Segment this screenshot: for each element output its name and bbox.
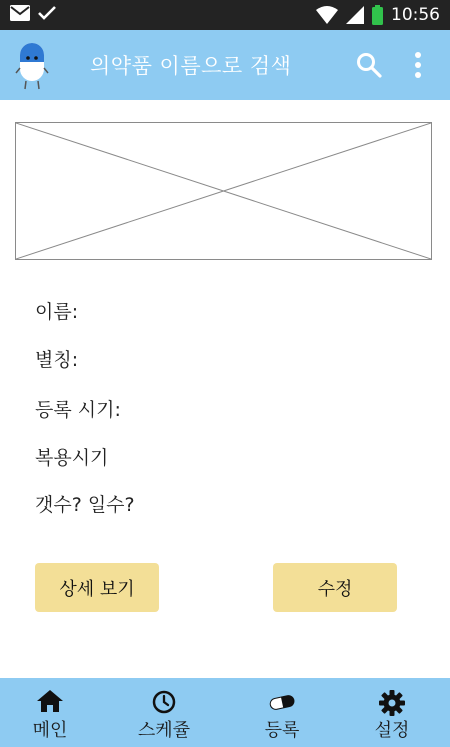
nav-item-register[interactable] xyxy=(232,678,332,747)
bottom-nav xyxy=(0,678,450,747)
signal-icon xyxy=(346,6,364,24)
drug-name-label: 이름: xyxy=(35,301,79,323)
status-time: 10:56 xyxy=(391,5,440,25)
search-icon[interactable] xyxy=(356,52,382,78)
nav-item-schedule[interactable] xyxy=(114,678,214,747)
dose-time-label: 복용시기 xyxy=(35,447,109,469)
drug-alias-label: 별칭: xyxy=(35,349,79,371)
nav-item-main[interactable] xyxy=(0,678,100,747)
status-right-icons xyxy=(316,4,440,26)
app-bar xyxy=(0,30,450,100)
nav-label-settings: 설정 xyxy=(374,720,410,741)
nav-item-settings[interactable] xyxy=(342,678,442,747)
nav-label-register: 등록 xyxy=(264,720,300,741)
drug-image-placeholder xyxy=(15,122,432,260)
pill-icon xyxy=(268,694,296,710)
edit-button[interactable]: 수정 xyxy=(273,563,397,612)
pill-mascot-icon xyxy=(15,42,49,90)
nav-label-main: 메인 xyxy=(32,720,68,741)
nav-label-schedule: 스케쥴 xyxy=(137,720,191,741)
registered-date-label: 등록 시기: xyxy=(35,399,121,421)
app-title: 의약품 이름으로 검색 xyxy=(90,54,292,78)
detail-view-button[interactable]: 상세 보기 xyxy=(35,563,159,612)
image-placeholder-cross xyxy=(16,123,431,259)
count-days-label: 갯수? 일수? xyxy=(35,494,135,516)
mail-icon xyxy=(10,5,30,21)
check-icon xyxy=(38,5,56,21)
wifi-icon xyxy=(316,6,338,24)
clock-icon xyxy=(152,690,176,714)
status-left-icons xyxy=(10,5,56,21)
gear-icon xyxy=(379,690,405,716)
battery-icon xyxy=(372,5,383,25)
home-icon xyxy=(37,690,63,712)
status-bar xyxy=(0,0,450,30)
more-vert-icon[interactable] xyxy=(408,51,428,79)
